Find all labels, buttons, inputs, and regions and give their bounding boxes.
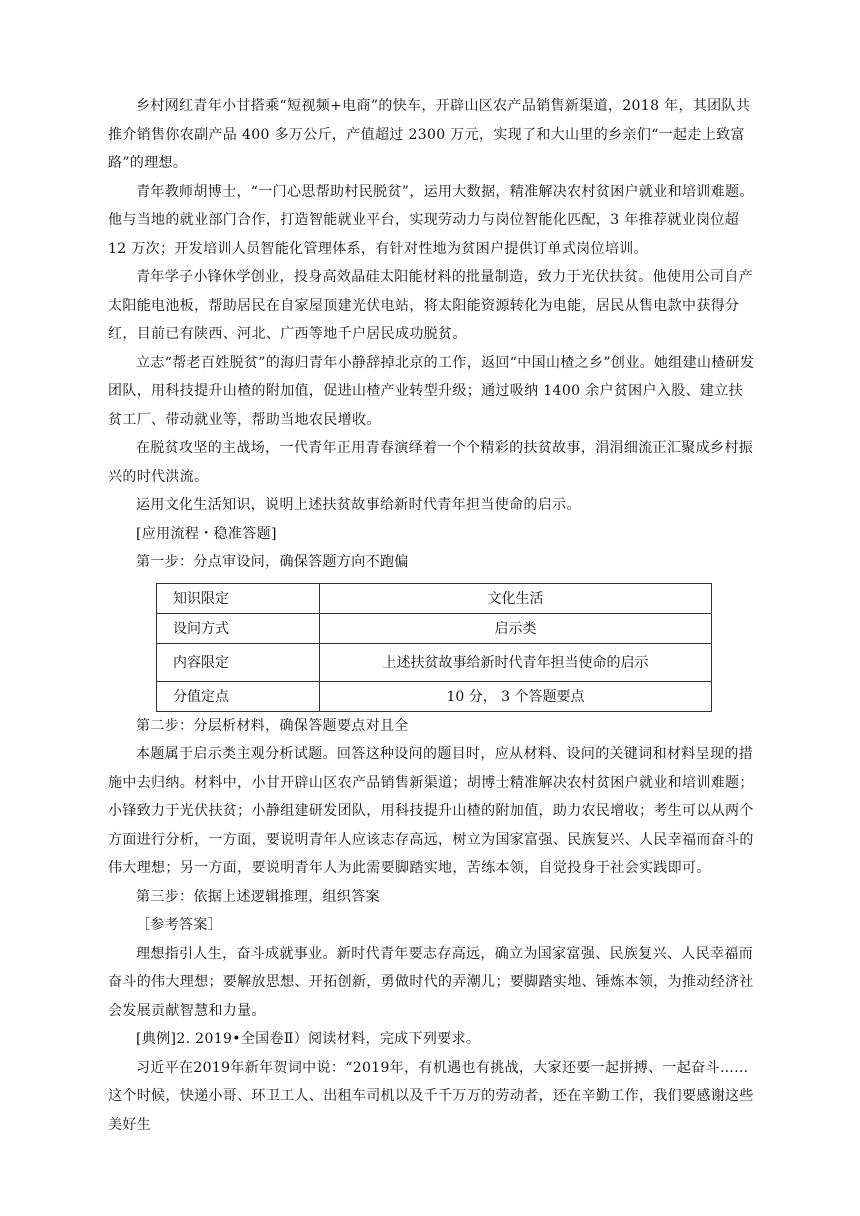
answer-text: 理想指引人生，奋斗成就事业。新时代青年要志存高远，确立为国家富强、民族复兴、人民幸福而奋斗的伟大理想；要解放思想、开拓创新，勇做时代的弄潮儿；要脚踏实地、锤炼本领，为推动经济社会发展贡献智慧和力量。: [108, 945, 754, 1019]
table-row: [157, 681, 712, 711]
example-two-heading: [典例]2. 2019•全国卷Ⅱ）阅读材料，完成下列要求。: [136, 1031, 481, 1047]
table-value: 文化生活: [320, 583, 712, 613]
table-row: [157, 613, 712, 643]
step-two: 第二步：分层析材料，确保答题要点对且全: [136, 717, 409, 734]
question-prompt: 运用文化生活知识，说明上述扶贫故事给新时代青年担当使命的启示。: [136, 497, 581, 513]
section-label: [应用流程・稳准答题]: [136, 525, 277, 542]
table-value: 10 分， 3 个答题要点: [320, 681, 712, 711]
table-key: 知识限定: [157, 583, 320, 613]
paragraph-xiaogan: 乡村网红青年小甘搭乘“短视频+电商”的快车，开辟山区农产品销售新渠道，2018 年，其团队共推介销售你农副产品 400 多万公斤，产值超过 2300 万元，实现了和大山里的乡亲们“一起走上致富路”的理想。: [108, 98, 751, 171]
table-key: 分值定点: [157, 681, 320, 711]
paragraph-summary: 在脱贫攻坚的主战场，一代青年正用青春演绎着一个个精彩的扶贫故事，涓涓细流正汇聚成乡村振兴的时代洪流。: [108, 440, 754, 485]
table-key: 设问方式: [157, 613, 320, 643]
answer-label: ［参考答案］: [136, 917, 223, 933]
table-key: 内容限定: [157, 643, 320, 681]
example-two-text: 习近平在2019年新年贺词中说：“2019年，有机遇也有挑战，大家还要一起拼搏、一起奋斗……这个时候，快递小哥、环卫工人、出租车司机以及千千万万的劳动者，还在辛勤工作，我们要感谢这些美好生: [108, 1059, 754, 1133]
paragraph-xiaojing: 立志“帮老百姓脱贫”的海归青年小静辞掉北京的工作，返回“中国山楂之乡”创业。她组建山楂研发团队，用科技提升山楂的附加值，促进山楂产业转型升级；通过吸纳 1400 余户贫困户入股、建立扶贫工厂、带动就业等，帮助当地农民增收。: [108, 354, 755, 428]
paragraph-hu: 青年教师胡博士，“一门心思帮助村民脱贫”，运用大数据，精准解决农村贫困户就业和培训难题。他与当地的就业部门合作，打造智能就业平台，实现劳动力与岗位智能化匹配，3 年推荐就业岗位超 12 万次；开发培训人员智能化管理体系，有针对性地为贫困户提供订单式岗位培训。: [108, 183, 754, 257]
table-row: [157, 643, 712, 681]
table-value: 启示类: [320, 613, 712, 643]
step-one: 第一步：分点审设问，确保答题方向不跑偏: [136, 554, 409, 570]
table-value: 上述扶贫故事给新时代青年担当使命的启示: [320, 643, 712, 681]
analysis-table: [156, 583, 712, 712]
step-three: 第三步：依据上述逻辑推理，组织答案: [136, 888, 380, 905]
paragraph-xiaofeng: 青年学子小锋休学创业，投身高效晶硅太阳能材料的批量制造，致力于光伏扶贫。他使用公司自产太阳能电池板，帮助居民在自家屋顶建光伏电站，将太阳能资源转化为电能，居民从售电款中获得分红，目前已有陕西、河北、广西等地千户居民成功脱贫。: [108, 269, 754, 342]
document-page: [108, 92, 756, 1139]
table-row: [157, 583, 712, 613]
analysis-text: 本题属于启示类主观分析试题。回答这种设问的题目时，应从材料、设问的关键词和材料呈现的措施中去归纳。材料中，小甘开辟山区农产品销售新渠道；胡博士精准解决农村贫困户就业和培训难题；小锋致力于光伏扶贫；小静组建研发团队，用科技提升山楂的附加值，助力农民增收；考生可以从两个方面进行分析，一方面，要说明青年人应该志存高远，树立为国家富强、民族复兴、人民幸福而奋斗的伟大理想；另一方面，要说明青年人为此需要脚踏实地，苦练本领，自觉投身于社会实践即可。: [108, 746, 754, 876]
